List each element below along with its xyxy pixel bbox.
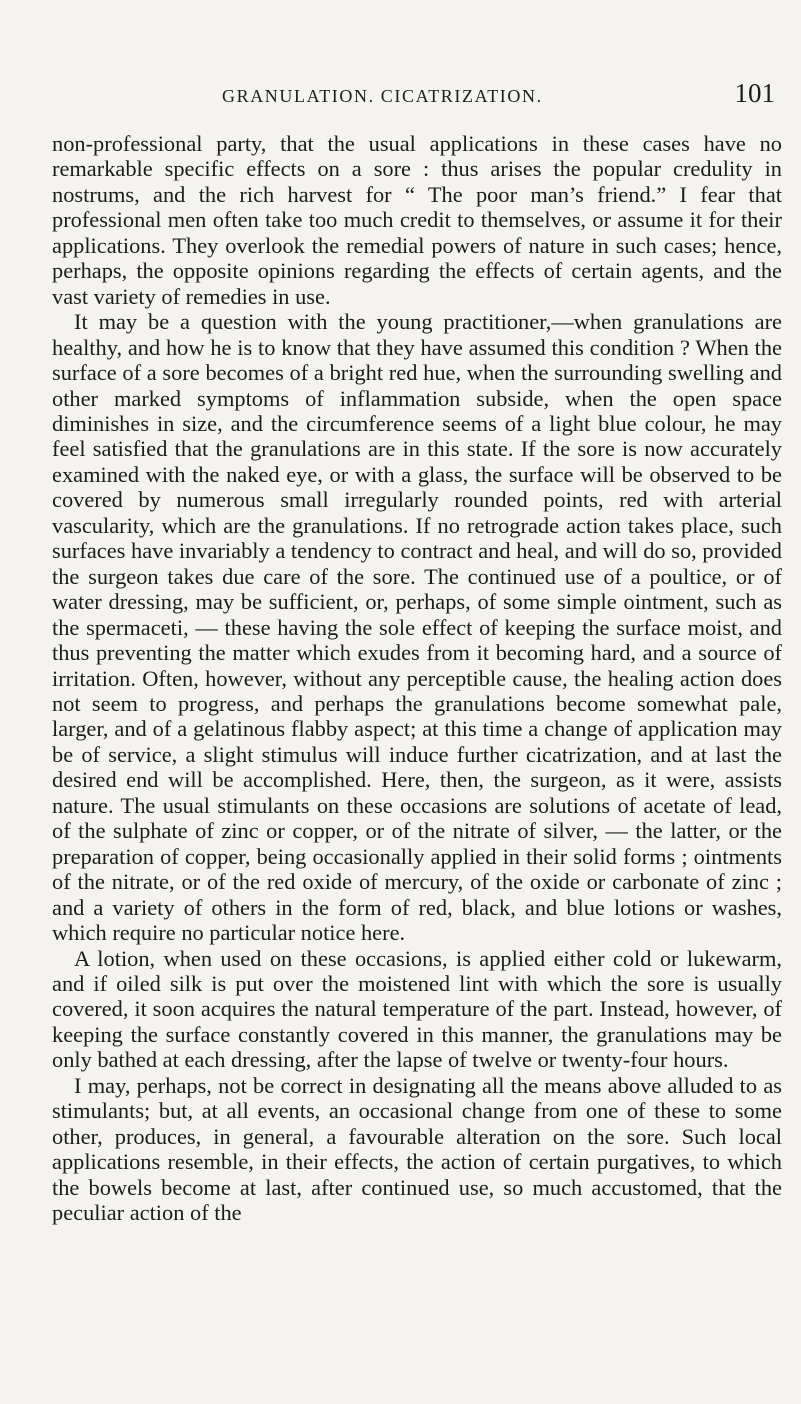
- paragraph: non-professional party, that the usual applications in these cases have no remarkable specific effects on a sore : thus arises the popular credulity in nostrums, and the rich harvest for “ The poor man’s friend.” I fear that professional men often take too much credit to themselves, or assume it for their applications. They overlook the remedial powers of nature in such cases; hence, perhaps, the opposite opinions regarding the effects of certain agents, and the vast variety of remedies in use.: [52, 131, 782, 309]
- page-header: [222, 78, 775, 112]
- page-number: 101: [734, 78, 775, 108]
- paragraph: I may, perhaps, not be correct in designating all the means above alluded to as stimulants; but, at all events, an occasional change from one of these to some other, produces, in general, a favourable alteration on the sore. Such local applications resemble, in their effects, the action of certain purgatives, to which the bowels become at last, after continued use, so much accustomed, that the peculiar action of the: [52, 1072, 782, 1226]
- running-title: GRANULATION. CICATRIZATION.: [222, 86, 543, 106]
- paragraph: It may be a question with the young practitioner,—when granulations are healthy, and how he is to know that they have assumed this condition ? When the surface of a sore becomes of a bright red hue, when the surrounding swelling and other marked symptoms of inflammation subside, when the open space diminishes in size, and the circumference seems of a light blue colour, he may feel satisfied that the granulations are in this state. If the sore is now accurately examined with the naked eye, or with a glass, the surface will be observed to be covered by numerous small irregularly rounded points, red with arterial vascularity, which are the granulations. If no retrograde action takes place, such surfaces have invariably a tendency to contract and heal, and will do so, provided the surgeon takes due care of the sore. The continued use of a poultice, or of water dressing, may be sufficient, or, perhaps, of some simple ointment, such as the spermaceti, — these having the sole effect of keeping the surface moist, and thus preventing the matter which exudes from it becoming hard, and a source of irritation. Often, however, without any perceptible cause, the healing action does not seem to progress, and perhaps the granulations become somewhat pale, larger, and of a gelatinous flabby aspect; at this time a change of application may be of service, a slight stimulus will induce further cicatrization, and at last the desired end will be accomplished. Here, then, the surgeon, as it were, assists nature. The usual stimulants on these occasions are solutions of acetate of lead, of the sulphate of zinc or copper, or of the nitrate of silver, — the latter, or the preparation of copper, being occasionally applied in their solid forms ; ointments of the nitrate, or of the red oxide of mercury, of the oxide or carbonate of zinc ; and a variety of others in the form of red, black, and blue lotions or washes, which require no particular notice here.: [52, 309, 782, 946]
- paragraph: A lotion, when used on these occasions, is applied either cold or lukewarm, and if oiled silk is put over the moistened lint with which the sore is usually covered, it soon acquires the natural temperature of the part. Instead, however, of keeping the surface constantly covered in this manner, the granulations may be only bathed at each dressing, after the lapse of twelve or twenty-four hours.: [52, 945, 782, 1073]
- body-text: [52, 131, 782, 1225]
